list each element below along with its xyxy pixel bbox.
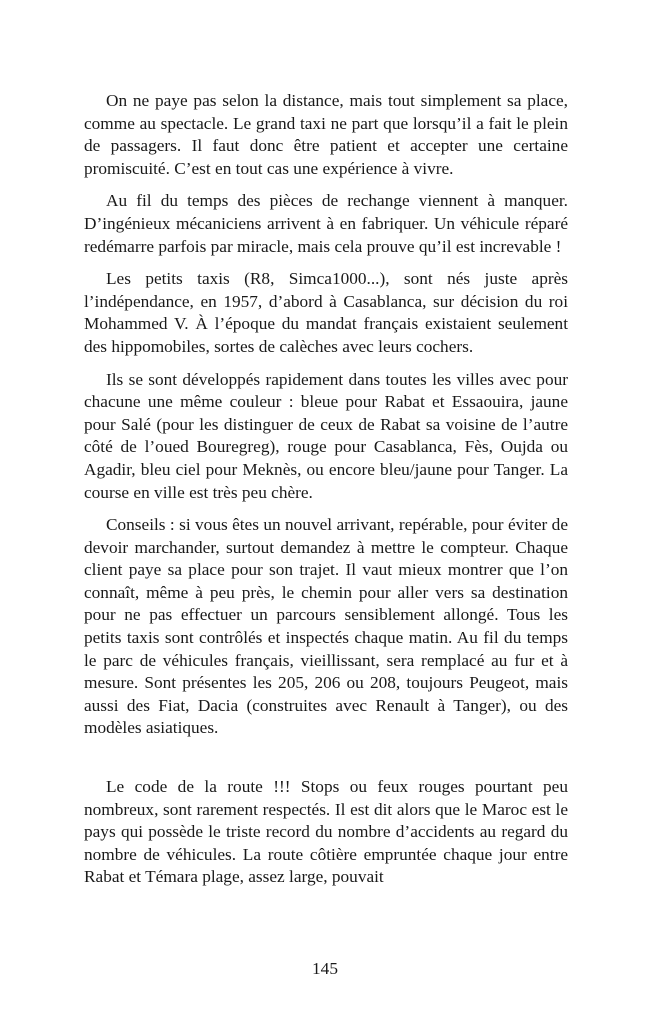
paragraph-taxi-colors: Ils se sont développés rapidement dans toutes les villes avec pour chacune une même couleur : bleue pour Rabat et Essaouira, jaune pour Salé (pour les distinguer de ceux de Rabat sa voisine de l’autre côté de l’oued Bouregreg), rouge pour Casablanca, Fès, Oujda ou Agadir, bleu ciel pour Meknès, ou encore bleu/jaune pour Tanger. La course en ville est très peu chère. [84, 369, 568, 502]
paragraph-grand-taxi-fare: On ne paye pas selon la distance, mais tout simplement sa place, comme au spectacle. Le grand taxi ne part que lorsqu’il a fait le plein de passagers. Il faut donc être patient et accepter une certaine promiscuité. C’est en tout cas une expérience à vivre. [84, 91, 568, 178]
page-number: 145 [312, 959, 338, 978]
paragraph-petits-taxis-history: Les petits taxis (R8, Simca1000...), sont nés juste après l’indépendance, en 1957, d’abord à Casablanca, sur décision du roi Mohammed V. À l’époque du mandat français existaient seulement des hippomobiles, sortes de calèches avec leurs cochers. [84, 269, 568, 356]
paragraph-code-de-la-route: Le code de la route !!! Stops ou feux rouges pourtant peu nombreux, sont rarement respectés. Il est dit alors que le Maroc est le pays qui possède le triste record du nombre d’accidents au regard du nombre de véhicules. La route côtière empruntée chaque jour entre Rabat et Témara plage, assez large, pouvait [84, 777, 568, 887]
page-body [84, 90, 568, 899]
paragraph-spare-parts: Au fil du temps des pièces de rechange viennent à manquer. D’ingénieux mécaniciens arrivent à en fabriquer. Un véhicule réparé redémarre parfois par miracle, mais cela prouve qu’il est increvable ! [84, 191, 568, 256]
paragraph-advice: Conseils : si vous êtes un nouvel arrivant, repérable, pour éviter de devoir marchander, surtout demandez à mettre le compteur. Chaque client paye sa place pour son trajet. Il vaut mieux montrer que l’on connaît, même à peu près, le chemin pour aller vers sa destination pour ne pas effectuer un parcours sensiblement allongé. Tous les petits taxis sont contrôlés et inspectés chaque matin. Au fil du temps le parc de véhicules français, vieillissant, sera remplacé au fur et à mesure. Sont présentes les 205, 206 ou 208, toujours Peugeot, mais aussi des Fiat, Dacia (construites avec Renault à Tanger), ou des modèles asiatiques. [84, 515, 568, 738]
